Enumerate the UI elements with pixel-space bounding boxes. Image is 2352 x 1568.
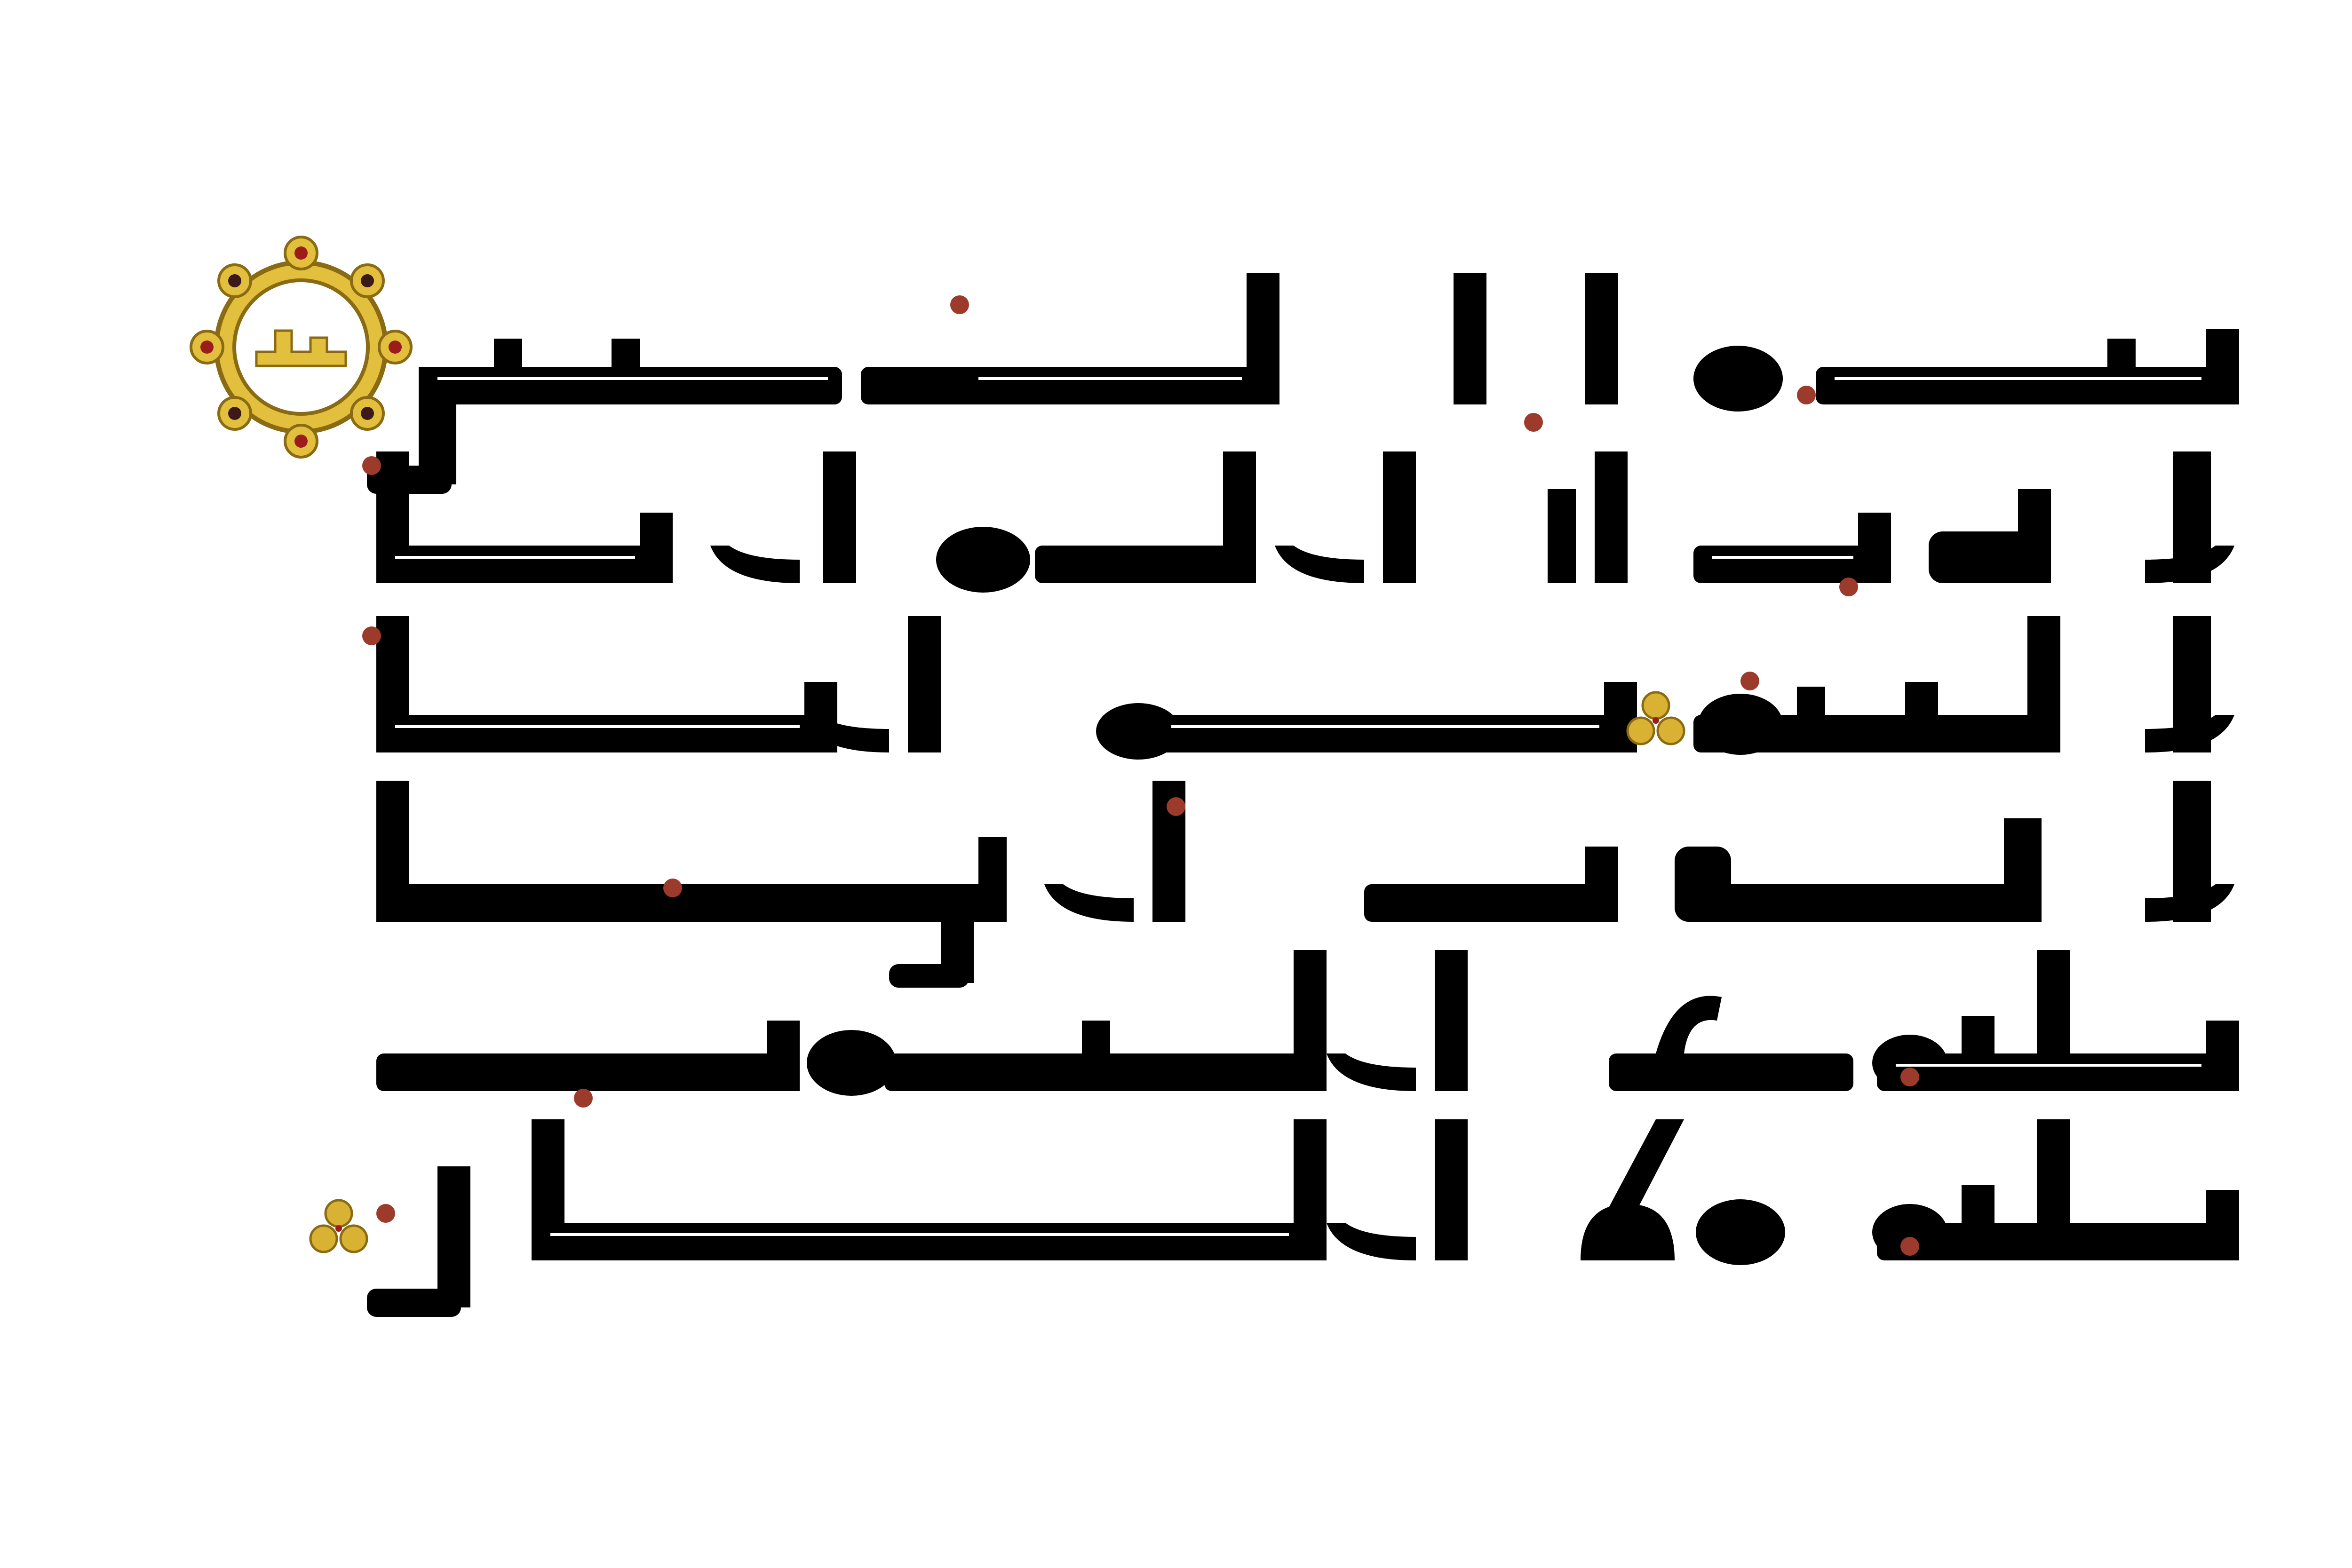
baseline-highlights xyxy=(395,379,2201,1235)
triple-gold-dot-icon xyxy=(310,1200,367,1252)
vowel-dots xyxy=(362,295,1919,1256)
calligraphy-line-2 xyxy=(376,451,2234,593)
calligraphy-line-5 xyxy=(376,950,2239,1096)
calligraphy-line-3 xyxy=(376,616,2234,760)
rosette-medallion-icon xyxy=(191,237,411,457)
calligraphy-line-1 xyxy=(367,273,2239,494)
calligraphy-line-6 xyxy=(367,1119,2239,1317)
